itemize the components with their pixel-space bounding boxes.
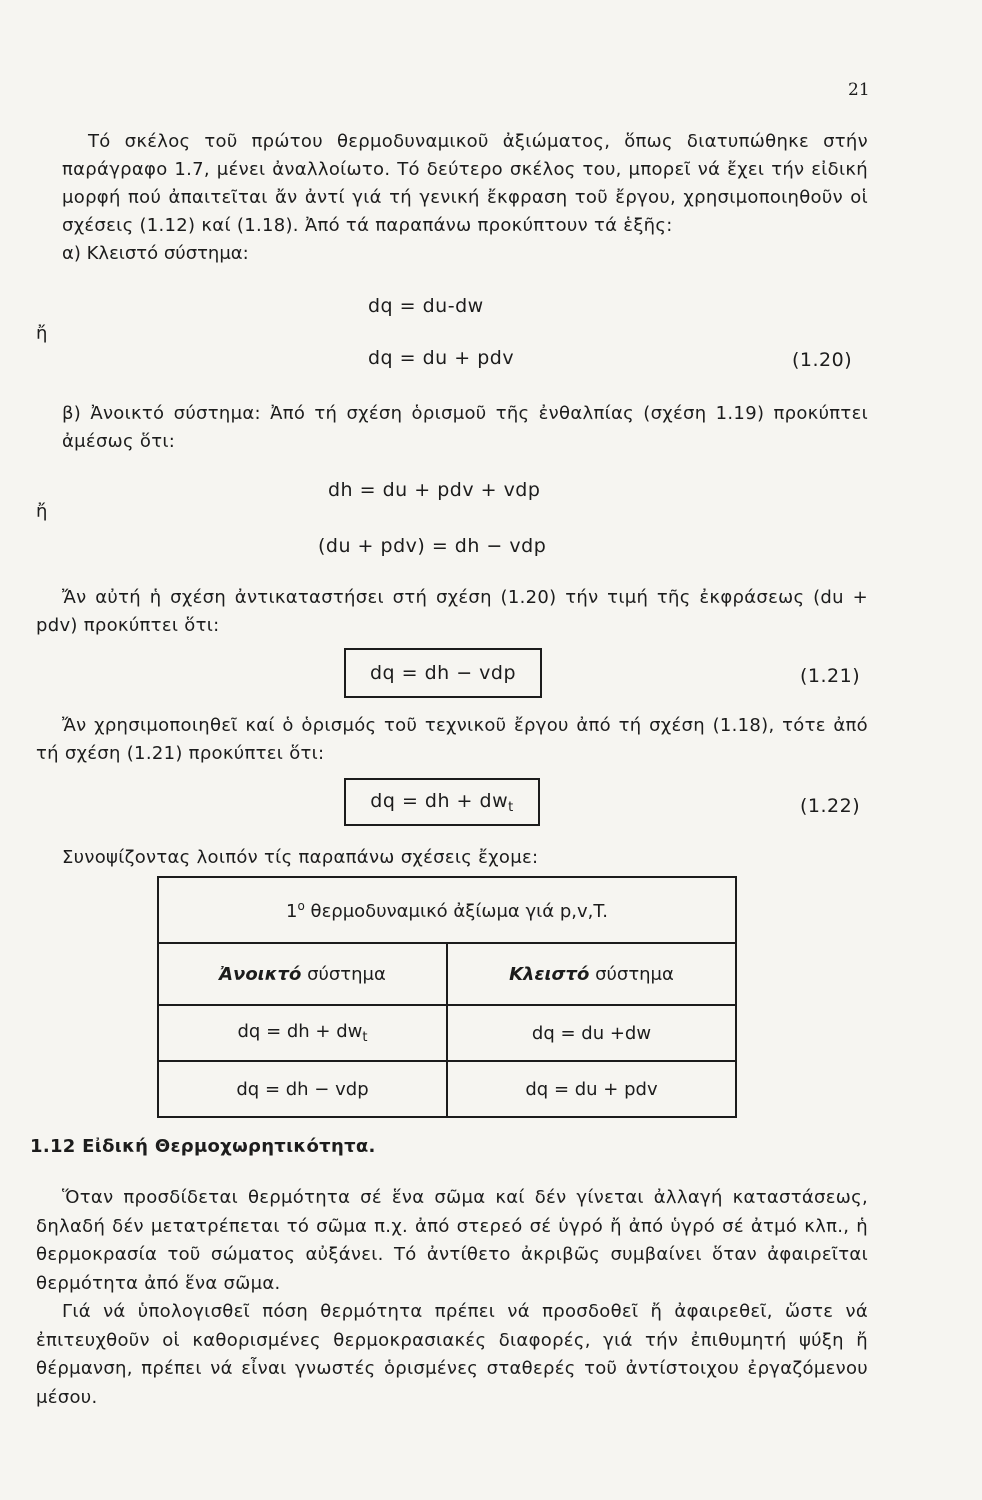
equation-1-22 [370, 790, 513, 815]
equation-number-1-22: (1.22) [800, 795, 861, 817]
intro-paragraph [62, 128, 868, 240]
equation-b2: (du + pdv) = dh − vdp [318, 535, 547, 557]
boxed-equation-1-22 [344, 778, 540, 826]
equation-a1: dq = du-dw [368, 295, 484, 317]
replace-paragraph [36, 584, 868, 640]
cell-closed-row2: dq = du + pdv [447, 1061, 736, 1117]
equation-1-21: dq = dh − vdp [369, 662, 517, 684]
table-row [158, 1005, 736, 1061]
or-label-1: ἤ [36, 323, 48, 344]
summary-table [157, 876, 737, 1118]
table-title-row [158, 877, 736, 943]
equation-number-1-20: (1.20) [792, 349, 853, 371]
page-number: 21 [848, 80, 870, 100]
section-paragraph-1-text: Ὅταν προσδίδεται θερμότητα σέ ἕνα σῶμα καί δέν γίνεται ἀλλαγή καταστάσεως, δηλαδή δέν μετατρέπεται τό σῶμα π.χ. ἀπό στερεό σέ ὑγρό ἤ ἀπό ὑγρό σέ ἀτμό κλπ., ἡ θερμοκρασία τοῦ σώματος αὐξάνει. Τό ἀντίθετο ἀκριβῶς συμβαίνει ὅταν ἀφαιρεῖται θερμότητα ἀπό ἕνα σῶμα. [36, 1187, 868, 1294]
table-row [158, 1061, 736, 1117]
replace-text: Ἄν αὐτή ἡ σχέση ἀντικαταστήσει στή σχέση (1.20) τήν τιμή τῆς ἐκφράσεως (du + pdv) προκύπτει ὅτι: [36, 587, 868, 636]
equation-b1: dh = du + pdv + vdp [328, 479, 541, 501]
summary-intro [62, 844, 868, 872]
section-paragraph-2 [36, 1298, 868, 1412]
tech-paragraph [36, 712, 868, 768]
section-paragraph-2-text: Γιά νά ὑπολογισθεῖ πόση θερμότητα πρέπει νά προσδοθεῖ ἤ ἀφαιρεθεῖ, ὥστε νά ἐπιτευχθοῦν οἱ καθορισμένες θερμοκρασιακές διαφορές, γιά τήν ἐπιθυμητή ψύξη ἤ θέρμανση, πρέπει νά εἶναι γνωστές ὁρισμένες σταθερές τοῦ ἀντίστοιχου ἐργαζόμενου μέσου. [36, 1301, 868, 1408]
cell-open-row2: dq = dh − vdp [158, 1061, 447, 1117]
cell-open-row1: dq = dh + $dw_t$ [158, 1005, 447, 1061]
boxed-equation-1-21 [344, 648, 542, 698]
header-open-system: Ἀνοικτό σύστημα [158, 943, 447, 1005]
equation-number-1-21: (1.21) [800, 665, 861, 687]
degree-superscript: ο [297, 898, 305, 913]
header-closed-system: Κλειστό σύστημα [447, 943, 736, 1005]
equation-1-22-subscript: t [508, 799, 514, 815]
table-header-row [158, 943, 736, 1005]
case-a-label: α) Κλειστό σύστημα: [62, 243, 249, 264]
equation-1-22-main: dq = dh + dw [370, 789, 509, 812]
summary-intro-text: Συνοψίζοντας λοιπόν τίς παραπάνω σχέσεις ἔχομε: [62, 847, 539, 868]
case-b-text: β) Ἀνοικτό σύστημα: Ἀπό τή σχέση ὁρισμοῦ τῆς ἐνθαλπίας (σχέση 1.19) προκύπτει ἀμέσως ὅτι: [62, 403, 868, 452]
case-b-paragraph [62, 400, 868, 456]
tech-text: Ἄν χρησιμοποιηθεῖ καί ὁ ὁρισμός τοῦ τεχνικοῦ ἔργου ἀπό τή σχέση (1.18), τότε ἀπό τή σχέση (1.21) προκύπτει ὅτι: [36, 715, 868, 764]
equation-a2: dq = du + pdv [368, 347, 515, 369]
table-title-cell: $1^o$ θερμοδυναμικό ἀξίωμα γιά p,v,T. [158, 877, 736, 943]
or-label-2: ἤ [36, 501, 48, 522]
section-paragraph-1 [36, 1184, 868, 1298]
intro-text: Τό σκέλος τοῦ πρώτου θερμοδυναμικοῦ ἀξιώματος, ὅπως διατυπώθηκε στήν παράγραφο 1.7, μένει ἀναλλοίωτο. Τό δεύτερο σκέλος του, μπορεῖ νά ἔχει τήν εἰδική μορφή πού ἀπαιτεῖται ἄν ἀντί γιά τή γενική ἔκφραση τοῦ ἔργου, χρησιμοποιηθοῦν οἱ σχέσεις (1.12) καί (1.18). Ἀπό τά παραπάνω προκύπτουν τά ἑξῆς: [62, 131, 868, 236]
section-title: 1.12 Εἰδική Θερμοχωρητικότητα. [30, 1136, 376, 1157]
cell-closed-row1: dq = du +dw [447, 1005, 736, 1061]
